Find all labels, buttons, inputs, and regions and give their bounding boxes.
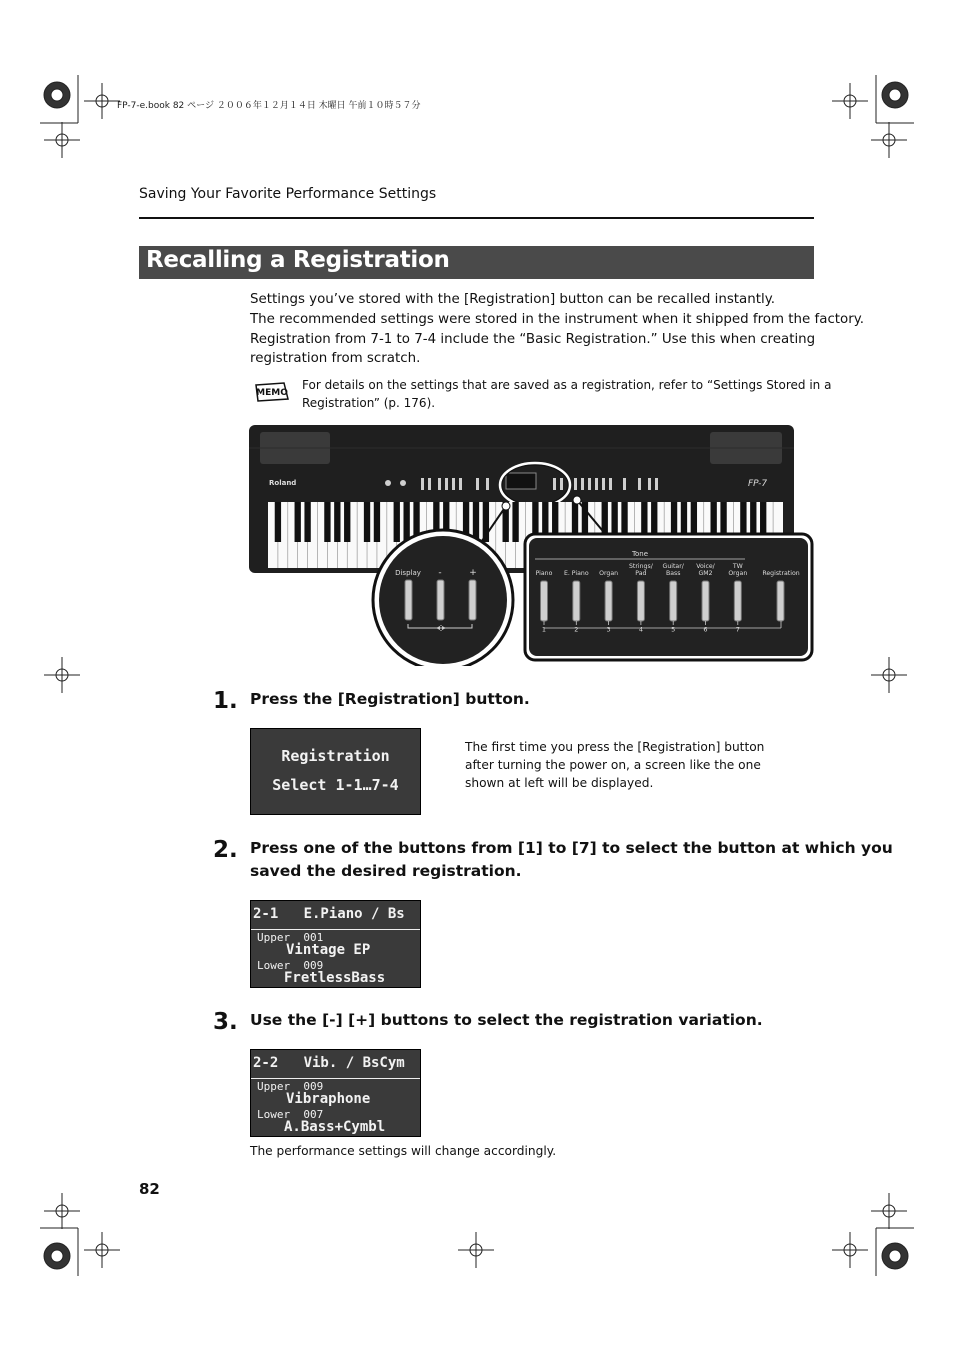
lcd-lower: Lower 009 [257,959,324,972]
lcd-upper-tone: Vibraphone [286,1091,371,1107]
tone-button[interactable] [734,581,741,621]
black-key [324,502,330,542]
tone-button-number: 1 [541,625,547,634]
tone-button[interactable] [702,581,709,621]
black-key [304,502,310,542]
step-line: Use the [-] [+] buttons to select the registration variation. [250,1011,763,1029]
lcd-line: Select 1-1…7-4 [272,776,399,794]
tone-button-label: E. Piano [563,570,589,577]
piano-panel-illustration [248,424,818,666]
black-key [394,502,400,542]
intro-line: Settings you’ve stored with the [Registration] button can be recalled instantly. [250,292,775,307]
black-key [403,502,409,542]
tone-button[interactable] [573,581,580,621]
tone-button-label: Voice/ [696,563,715,570]
plus-button[interactable] [469,580,476,620]
memo-note [302,376,832,412]
tone-button-label: Piano [535,570,553,577]
black-key [295,502,301,542]
step-line: Press one of the buttons from [1] to [7] to select the button at which you [250,839,893,857]
black-key [344,502,350,542]
tone-button-label: Pad [635,570,647,577]
lcd-upper: Upper 009 [257,1080,324,1093]
black-key [374,502,380,542]
black-key [275,502,281,542]
registration-button[interactable] [777,581,784,621]
lcd-line: Registration [281,747,390,765]
step-note [465,738,764,792]
header-rule [139,217,814,219]
tone-button-label: TW [732,563,743,570]
note-line: after turning the power on, a screen like the one [465,758,761,772]
minus-button[interactable] [437,580,444,620]
tone-button-label: GM2 [698,570,713,577]
tone-label: Tone [631,550,649,558]
tone-button-label: Organ [728,570,748,577]
minus-label: - [438,568,442,578]
lcd-screen [250,1049,421,1137]
tone-button-label: Organ [599,570,619,577]
intro-line: registration from scratch. [250,351,421,367]
tone-button-number: 3 [606,625,611,634]
step-line: Press the [Registration] button. [250,690,530,708]
memo-line: Registration” (p. 176). [302,396,436,410]
lcd-screen [250,728,421,815]
page-heading: Recalling a Registration [146,247,450,273]
tone-button[interactable] [605,581,612,621]
note-line: shown at left will be displayed. [465,776,654,790]
display-label: Display [395,569,421,577]
step-instruction [250,688,530,711]
tone-button-label: Bass [665,570,681,577]
brand-logo: Roland [269,479,297,487]
memo-icon-label: MEMO [256,388,288,398]
lcd-upper-tone: Vintage EP [286,942,371,958]
memo-line: For details on the settings that are saved as a registration, refer to “Settings Stored in a [302,378,832,392]
tone-button-number: 4 [638,625,643,634]
black-key [364,502,370,542]
step-instruction [250,837,893,883]
model-logo: FP-7 [748,479,768,489]
registration-label: Registration [762,570,800,577]
tone-button-number: 2 [574,625,579,634]
section-title: Saving Your Favorite Performance Settings [139,186,437,202]
tone-button[interactable] [670,581,677,621]
plus-label: + [469,568,477,578]
lcd-screen [250,900,421,988]
black-key [512,502,518,542]
lcd-title: 2-1 E.Piano / Bs [253,906,405,922]
step-result: The performance settings will change accordingly. [250,1144,557,1158]
memo-icon [254,381,290,403]
print-header: FP-7-e.book 82 ページ ２００６年１２月１４日 木曜日 午前１０時５７分 [117,101,421,111]
display-button[interactable] [405,580,412,620]
step-number: 2. [213,837,238,863]
page-number: 82 [139,1180,160,1198]
black-key [334,502,340,542]
step-number: 3. [213,1009,238,1035]
tone-button-number: 5 [671,625,676,634]
step-number: 1. [213,688,238,714]
tone-button-label: Strings/ [629,563,653,570]
tone-button-label: Guitar/ [662,563,684,570]
heading-banner [139,246,814,279]
lcd-lower-tone: A.Bass+Cymbl [284,1119,386,1135]
tone-button[interactable] [637,581,644,621]
step-line: saved the desired registration. [250,862,522,880]
tone-button-number: 7 [735,625,740,634]
intro-paragraph [250,290,865,369]
panel-display [506,473,536,489]
tone-button-number: 6 [703,625,708,634]
step-instruction [250,1009,763,1032]
lcd-lower-tone: FretlessBass [284,970,386,986]
intro-line: Registration from 7-1 to 7-4 include the “Basic Registration.” Use this when creating [250,331,816,347]
lcd-title: 2-2 Vib. / BsCym [253,1055,405,1071]
lcd-lower: Lower 007 [257,1108,324,1121]
tone-button[interactable] [541,581,548,621]
lcd-upper: Upper 001 [257,931,324,944]
intro-line: The recommended settings were stored in the instrument when it shipped from the factory. [250,311,865,327]
note-line: The first time you press the [Registration] button [465,740,765,754]
